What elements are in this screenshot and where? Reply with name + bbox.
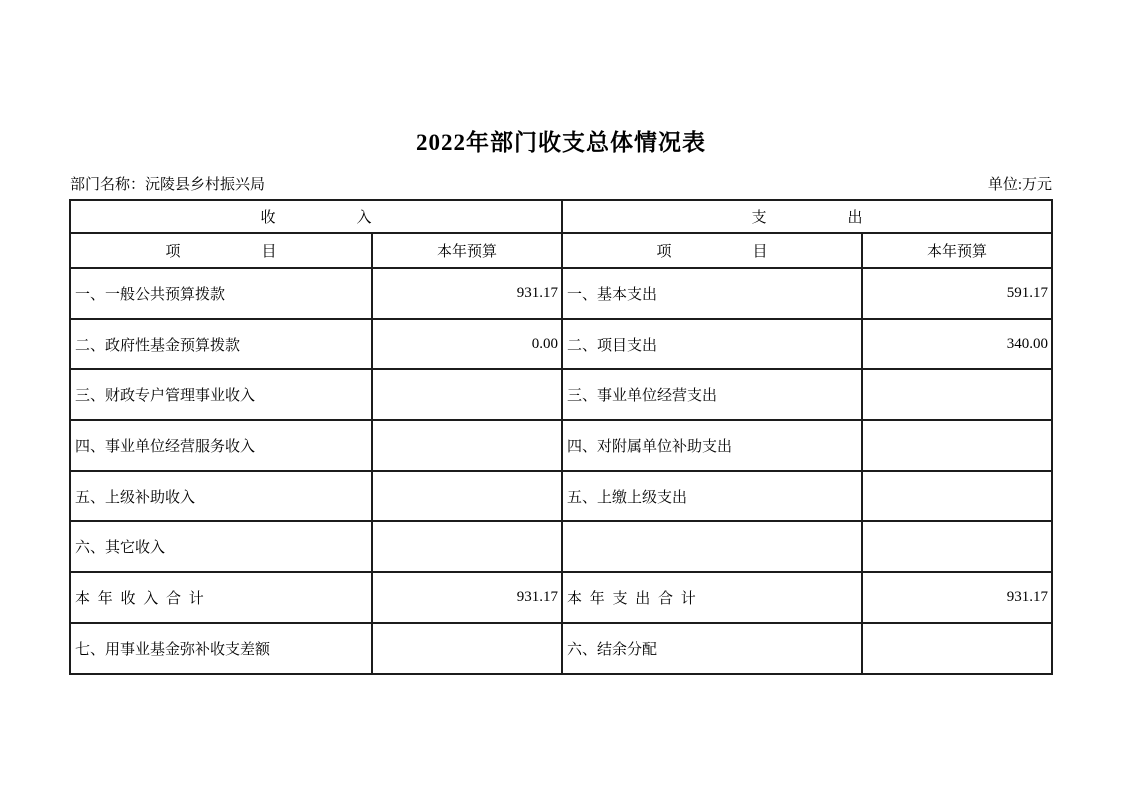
expenditure-item-header-char-1: 项 [656,244,672,260]
table-row [70,268,1052,319]
expenditure-row-label: 四、对附属单位补助支出 [562,420,862,471]
expenditure-total-label: 本 年 支 出 合 计 [562,572,862,623]
income-row-value: 931.17 [372,268,562,319]
income-row-label: 二、政府性基金预算拨款 [70,319,372,370]
income-row-label: 七、用事业基金弥补收支差额 [70,623,372,674]
expenditure-section-header [562,200,1052,233]
expenditure-row-value [862,521,1052,572]
income-row-value [372,471,562,522]
income-section-header [70,200,562,233]
table-row [70,319,1052,370]
meta-row [70,176,1052,195]
expenditure-row-label: 六、结余分配 [562,623,862,674]
table-row [70,369,1052,420]
income-row-label: 一、一般公共预算拨款 [70,268,372,319]
table-row [70,521,1052,572]
income-section-char-2: 入 [356,210,372,226]
expenditure-section-char-1: 支 [751,210,767,226]
income-row-value [372,420,562,471]
expenditure-row-label: 一、基本支出 [562,268,862,319]
expenditure-row-label: 三、事业单位经营支出 [562,369,862,420]
expenditure-row-label: 二、项目支出 [562,319,862,370]
expenditure-row-value [862,369,1052,420]
column-header-row [70,233,1052,268]
unit-label: 单位:万元 [987,177,1052,193]
income-item-header-char-2: 目 [261,244,277,260]
income-row-value: 0.00 [372,319,562,370]
income-row-value [372,623,562,674]
expenditure-row-value [862,471,1052,522]
income-row-label: 五、上级补助收入 [70,471,372,522]
department-name-label: 部门名称：沅陵县乡村振兴局 [70,177,266,193]
expenditure-item-header-char-2: 目 [752,244,768,260]
expenditure-total-value: 931.17 [862,572,1052,623]
income-item-header-char-1: 项 [165,244,181,260]
expenditure-section-char-2: 出 [847,210,863,226]
income-row-label: 四、事业单位经营服务收入 [70,420,372,471]
income-row-label: 六、其它收入 [70,521,372,572]
income-item-column-header [70,233,372,268]
expenditure-row-value [862,623,1052,674]
expenditure-row-value: 340.00 [862,319,1052,370]
section-header-row [70,200,1052,233]
income-row-label: 三、财政专户管理事业收入 [70,369,372,420]
income-section-char-1: 收 [260,210,276,226]
table-row [70,623,1052,674]
expenditure-budget-column-header: 本年预算 [862,233,1052,268]
income-total-value: 931.17 [372,572,562,623]
budget-table [69,199,1053,675]
income-row-value [372,369,562,420]
income-budget-column-header: 本年预算 [372,233,562,268]
table-row [70,471,1052,522]
expenditure-row-value: 591.17 [862,268,1052,319]
table-row [70,572,1052,623]
income-total-label: 本 年 收 入 合 计 [70,572,372,623]
table-row [70,420,1052,471]
expenditure-item-column-header [562,233,862,268]
income-row-value [372,521,562,572]
expenditure-row-label: 五、上缴上级支出 [562,471,862,522]
expenditure-row-label [562,521,862,572]
page-title: 2022年部门收支总体情况表 [416,130,706,155]
expenditure-row-value [862,420,1052,471]
